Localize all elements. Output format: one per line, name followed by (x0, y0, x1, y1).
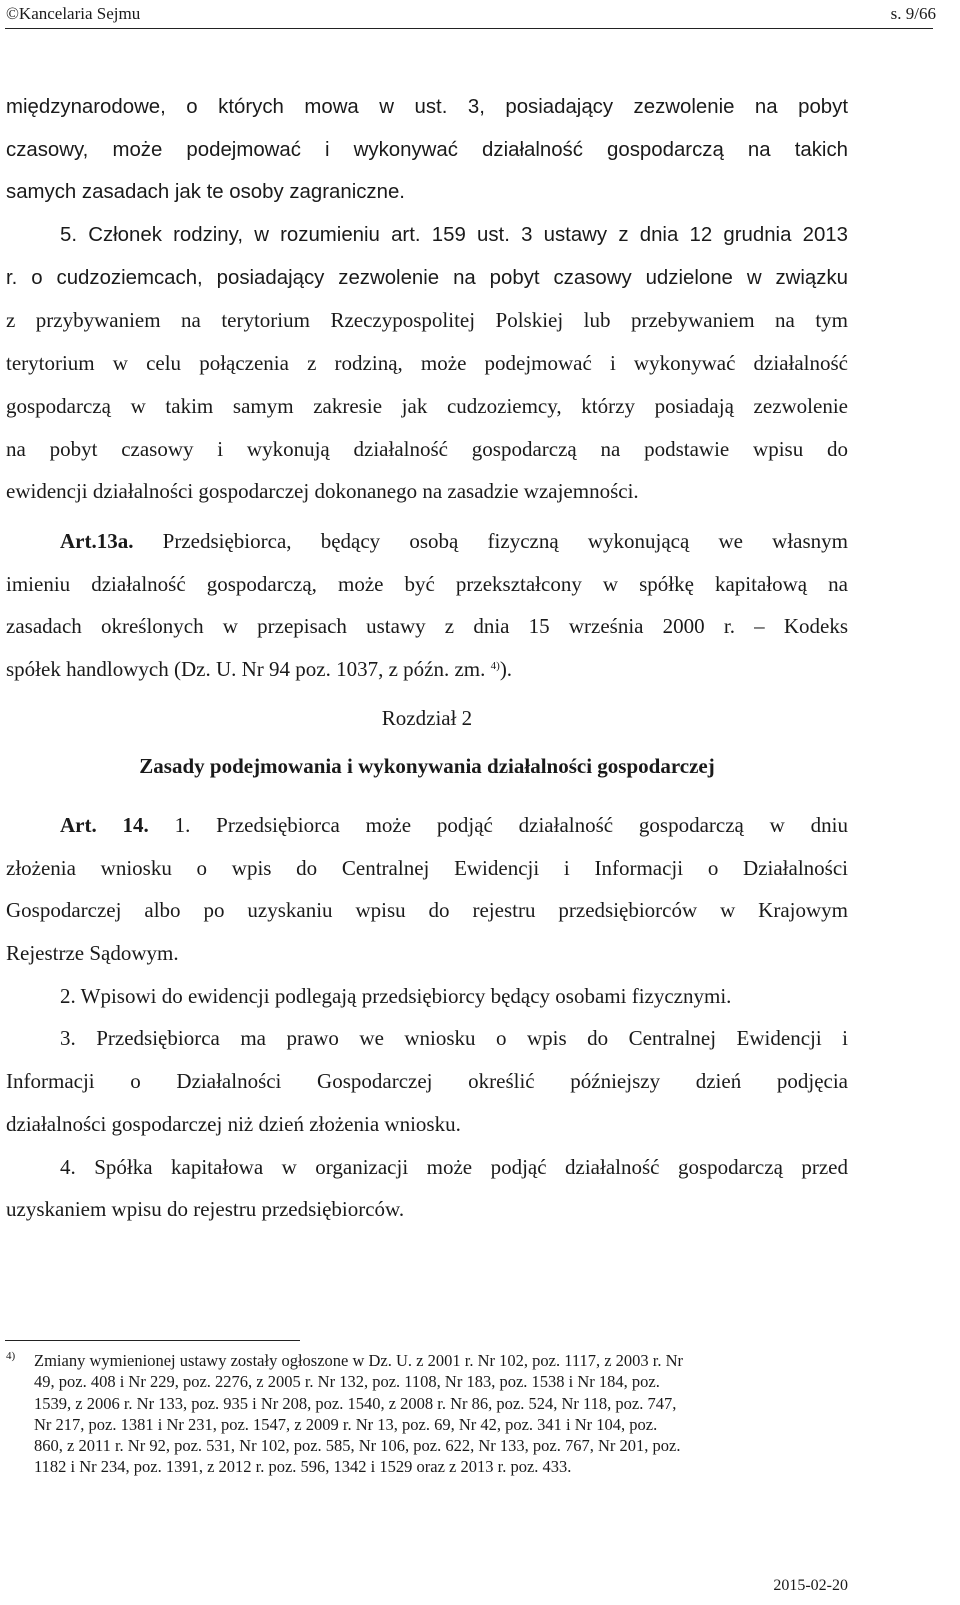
footnote-line: 49, poz. 408 i Nr 229, poz. 2276, z 2005 r. Nr 132, poz. 1108, Nr 183, poz. 1538 i Nr 184, poz. (34, 1372, 660, 1392)
text-line: Informacji o Działalności Gospodarczej określić późniejszy dzień podjęcia (6, 1069, 848, 1094)
footnote-separator (5, 1340, 300, 1341)
footnote-line: Zmiany wymienionej ustawy zostały ogłoszone w Dz. U. z 2001 r. Nr 102, poz. 1117, z 2003 r. Nr (34, 1351, 684, 1370)
text-line: złożenia wniosku o wpis do Centralnej Ewidencji i Informacji o Działalności (6, 855, 848, 880)
footnote-line: Nr 217, poz. 1381 i Nr 231, poz. 1547, z 2009 r. Nr 13, poz. 69, Nr 42, poz. 341 i Nr 104, poz. (34, 1414, 658, 1434)
header-rule (5, 28, 933, 29)
text-line: imieniu działalność gospodarczą, może być przekształcony w spółkę kapitałową na (6, 571, 848, 596)
footnote (6, 1350, 848, 1478)
text-line: czasowy, może podejmować i wykonywać działalność gospodarczą na takich (6, 138, 848, 161)
text-line: gospodarczą w takim samym zakresie jak cudzoziemcy, którzy posiadają zezwolenie (6, 393, 848, 418)
footnote-line: 1539, z 2006 r. Nr 133, poz. 935 i Nr 208, poz. 1540, z 2008 r. Nr 86, poz. 524, Nr 118, poz. 747, (34, 1393, 677, 1413)
article-13a-first-line: Art.13a. Przedsiębiorca, będący osobą fizyczną wykonującą we własnym (60, 528, 848, 553)
text-line: działalności gospodarczej niż dzień złożenia wniosku. (6, 1111, 461, 1136)
text-line: terytorium w celu połączenia z rodziną, może podejmować i wykonywać działalność (6, 351, 848, 376)
text-line: międzynarodowe, o których mowa w ust. 3, posiadający zezwolenie na pobyt (6, 96, 848, 118)
document-body (6, 86, 848, 1231)
text-line: samych zasadach jak te osoby zagraniczne. (6, 181, 405, 204)
chapter-title: Zasady podejmowania i wykonywania działalności gospodarczej (139, 754, 715, 779)
footer-date: 2015-02-20 (773, 1577, 848, 1594)
text-line: Rejestrze Sądowym. (6, 941, 179, 966)
footnote-reference[interactable]: 4) (490, 659, 500, 672)
header-copyright: ©Kancelaria Sejmu (6, 4, 141, 23)
text-line: 3. Przedsiębiorca ma prawo we wniosku o wpis do Centralnej Ewidencji i (60, 1026, 848, 1051)
text-line: r. o cudzoziemcach, posiadający zezwolenie na pobyt czasowy udzielone w związku (6, 266, 848, 289)
article-14-first-line: Art. 14. 1. Przedsiębiorca może podjąć działalność gospodarczą w dniu (60, 813, 848, 837)
text-line: uzyskaniem wpisu do rejestru przedsiębiorców. (6, 1197, 405, 1222)
article-label: Art.13a. (60, 528, 134, 553)
footnote-mark: 4) (6, 1350, 16, 1362)
chapter-number: Rozdział 2 (381, 705, 473, 730)
text-line: z przybywaniem na terytorium Rzeczypospolitej Polskiej lub przebywaniem na tym (6, 308, 848, 333)
text-line: ewidencji działalności gospodarczej dokonanego na zasadzie wzajemności. (6, 479, 639, 504)
article-label: Art. 14. (60, 813, 149, 837)
text-line: 2. Wpisowi do ewidencji podlegają przedsiębiorcy będący osobami fizycznymi. (60, 983, 732, 1008)
page-header (6, 4, 936, 26)
article-13a-last-line: spółek handlowych (Dz. U. Nr 94 poz. 1037, z późn. zm. $^{4)}$). (6, 656, 513, 681)
text-line: 4. Spółka kapitałowa w organizacji może podjąć działalność gospodarczą przed (60, 1154, 848, 1179)
text-line: Gospodarczej albo po uzyskaniu wpisu do rejestru przedsiębiorców w Krajowym (6, 898, 848, 923)
header-page-number: s. 9/66 (890, 4, 936, 23)
text-line: 5. Członek rodziny, w rozumieniu art. 159 ust. 3 ustawy z dnia 12 grudnia 2013 (60, 224, 848, 247)
footnote-line: 860, z 2011 r. Nr 92, poz. 531, Nr 102, poz. 585, Nr 106, poz. 622, Nr 133, poz. 767, Nr 201, poz. (34, 1436, 681, 1456)
text-line: zasadach określonych w przepisach ustawy z dnia 15 września 2000 r. – Kodeks (6, 614, 848, 639)
footnote-line: 1182 i Nr 234, poz. 1391, z 2012 r. poz. 596, 1342 i 1529 oraz z 2013 r. poz. 433. (34, 1457, 572, 1477)
text-line: na pobyt czasowy i wykonują działalność gospodarczą na podstawie wpisu do (6, 436, 848, 461)
